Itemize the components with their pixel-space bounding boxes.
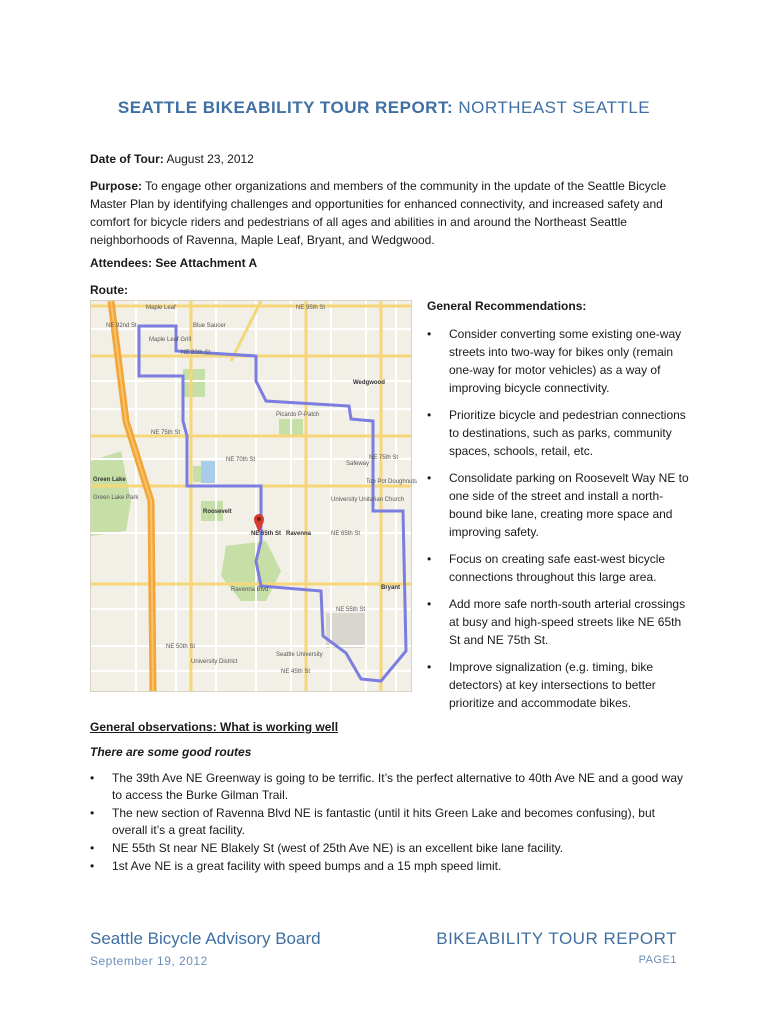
tour-date xyxy=(90,150,680,168)
attendees xyxy=(90,254,680,272)
observations-subheading: There are some good routes xyxy=(90,745,252,759)
map-label: Green Lake xyxy=(93,477,126,483)
list-item xyxy=(427,658,692,712)
map-label: NE 55th St xyxy=(336,607,366,613)
date-value: August 23, 2012 xyxy=(166,152,254,166)
list-item-text: Consolidate parking on Roosevelt Way NE to one side of the street and install a north-bound bike lane, creating more space and improving safety. xyxy=(449,471,689,539)
page-number: PAGE1 xyxy=(638,954,677,966)
map-label: Safeway xyxy=(346,461,370,467)
attendees-label: Attendees: xyxy=(90,256,153,270)
list-item-text: NE 55th St near NE Blakely St (west of 25th Ave NE) is an excellent bike lane facility. xyxy=(112,841,564,855)
bullet: • xyxy=(90,859,95,873)
attendees-value: See Attachment A xyxy=(155,256,258,270)
footer-report-title: BIKEABILITY TOUR REPORT xyxy=(436,929,677,948)
purpose-text: To engage other organizations and members of the community in the update of the Seattle Bicycle Master Plan by identifying challenges and opportunities for enhanced connectivity, and increased safety and comfort for bicycle riders and pedestrians of all ages and abilities in and around the Northeast Seattle neighborhoods of Ravenna, Maple Leaf, Bryant, and Wedgwood. xyxy=(90,179,667,247)
map-label: Blue Saucer xyxy=(193,323,226,329)
map-label: NE 65th St xyxy=(251,531,282,537)
list-item xyxy=(90,805,690,839)
footer-org: Seattle Bicycle Advisory Board xyxy=(90,929,321,948)
list-item xyxy=(90,840,690,857)
map-label: NE 75th St xyxy=(369,455,399,461)
list-item-text: 1st Ave NE is a great facility with speed bumps and a 15 mph speed limit. xyxy=(112,859,502,873)
map-label: Top Pot Doughnuts xyxy=(366,479,418,485)
park xyxy=(183,369,205,397)
list-item-text: The 39th Ave NE Greenway is going to be terrific. It’s the perfect alternative to 40th Ave NE and a good way to access the Burke Gilman Trail. xyxy=(112,771,684,802)
map-label: Roosevelt xyxy=(203,509,232,515)
date-label: Date of Tour: xyxy=(90,152,164,166)
observations-list xyxy=(90,770,690,876)
list-item-text: Consider converting some existing one-way streets into two-way for bikes only (remain one-way for motor vehicles) as a way of improving bicycle connectivity. xyxy=(449,327,682,395)
footer-date: September 19, 2012 xyxy=(90,954,208,968)
map-label: NE 95th St xyxy=(296,305,326,311)
list-item-text: Focus on creating safe east-west bicycle connections throughout this large area. xyxy=(449,552,666,584)
map-label: Wedgwood xyxy=(353,380,385,386)
map-label: NE 70th St xyxy=(226,457,256,463)
map-label: Ravenna xyxy=(286,531,312,537)
map-label: NE 45th St xyxy=(281,669,311,675)
route-map-svg xyxy=(91,301,418,691)
list-item xyxy=(90,858,690,875)
list-item-text: Improve signalization (e.g. timing, bike detectors) at key intersections to better prioritize and accommodate bikes. xyxy=(449,660,656,710)
bullet: • xyxy=(427,660,432,674)
list-item-text: The new section of Ravenna Blvd NE is fantastic (until it hits Green Lake and becomes confusing), but overall it’s a great facility. xyxy=(112,806,655,837)
list-item xyxy=(427,595,692,649)
bullet: • xyxy=(427,327,432,341)
bullet: • xyxy=(90,806,95,820)
map-label: NE 80th St xyxy=(181,350,211,356)
park xyxy=(193,466,201,482)
list-item-text: Add more safe north-south arterial crossings at busy and high-speed streets like NE 65th St and NE 75th St. xyxy=(449,597,686,647)
map-label: NE 50th St xyxy=(166,644,196,650)
bullet: • xyxy=(427,597,432,611)
bullet: • xyxy=(427,471,432,485)
bullet: • xyxy=(90,771,95,785)
page-title xyxy=(0,98,768,118)
purpose-paragraph xyxy=(90,177,680,249)
map-label: Maple Leaf Grill xyxy=(149,337,192,343)
route-map xyxy=(90,300,418,692)
map-label: University Unitarian Church xyxy=(331,497,405,503)
list-item-text: Prioritize bicycle and pedestrian connections to destinations, such as parks, community spaces, schools, retail, etc. xyxy=(449,408,686,458)
map-label: Seattle University xyxy=(276,652,323,658)
route-label-text: Route: xyxy=(90,283,128,297)
list-item xyxy=(427,550,692,586)
list-item xyxy=(427,406,692,460)
bullet: • xyxy=(427,408,432,422)
route-label xyxy=(90,281,680,299)
map-label: NE 92nd St xyxy=(106,323,137,329)
map-label: Picardo P-Patch xyxy=(276,412,320,418)
map-label: Ravenna Blvd xyxy=(231,587,269,593)
map-label: Bryant xyxy=(381,585,401,591)
map-label: Green Lake Park xyxy=(93,495,139,501)
list-item xyxy=(427,469,692,541)
recommendations-list xyxy=(427,325,692,721)
purpose-label: Purpose: xyxy=(90,179,143,193)
bullet: • xyxy=(427,552,432,566)
title-main: SEATTLE BIKEABILITY TOUR REPORT: xyxy=(117,98,454,117)
reservoir xyxy=(201,461,217,483)
recommendations-heading: General Recommendations: xyxy=(427,299,587,313)
map-label: University District xyxy=(191,659,238,665)
list-item xyxy=(427,325,692,397)
list-item xyxy=(90,770,690,804)
map-label: NE 75th St xyxy=(151,430,181,436)
title-sub: NORTHEAST SEATTLE xyxy=(458,98,651,117)
map-label: NE 65th St xyxy=(331,531,361,537)
map-label: Maple Leaf xyxy=(146,305,176,311)
observations-heading: General observations: What is working well xyxy=(90,720,339,734)
bullet: • xyxy=(90,841,95,855)
